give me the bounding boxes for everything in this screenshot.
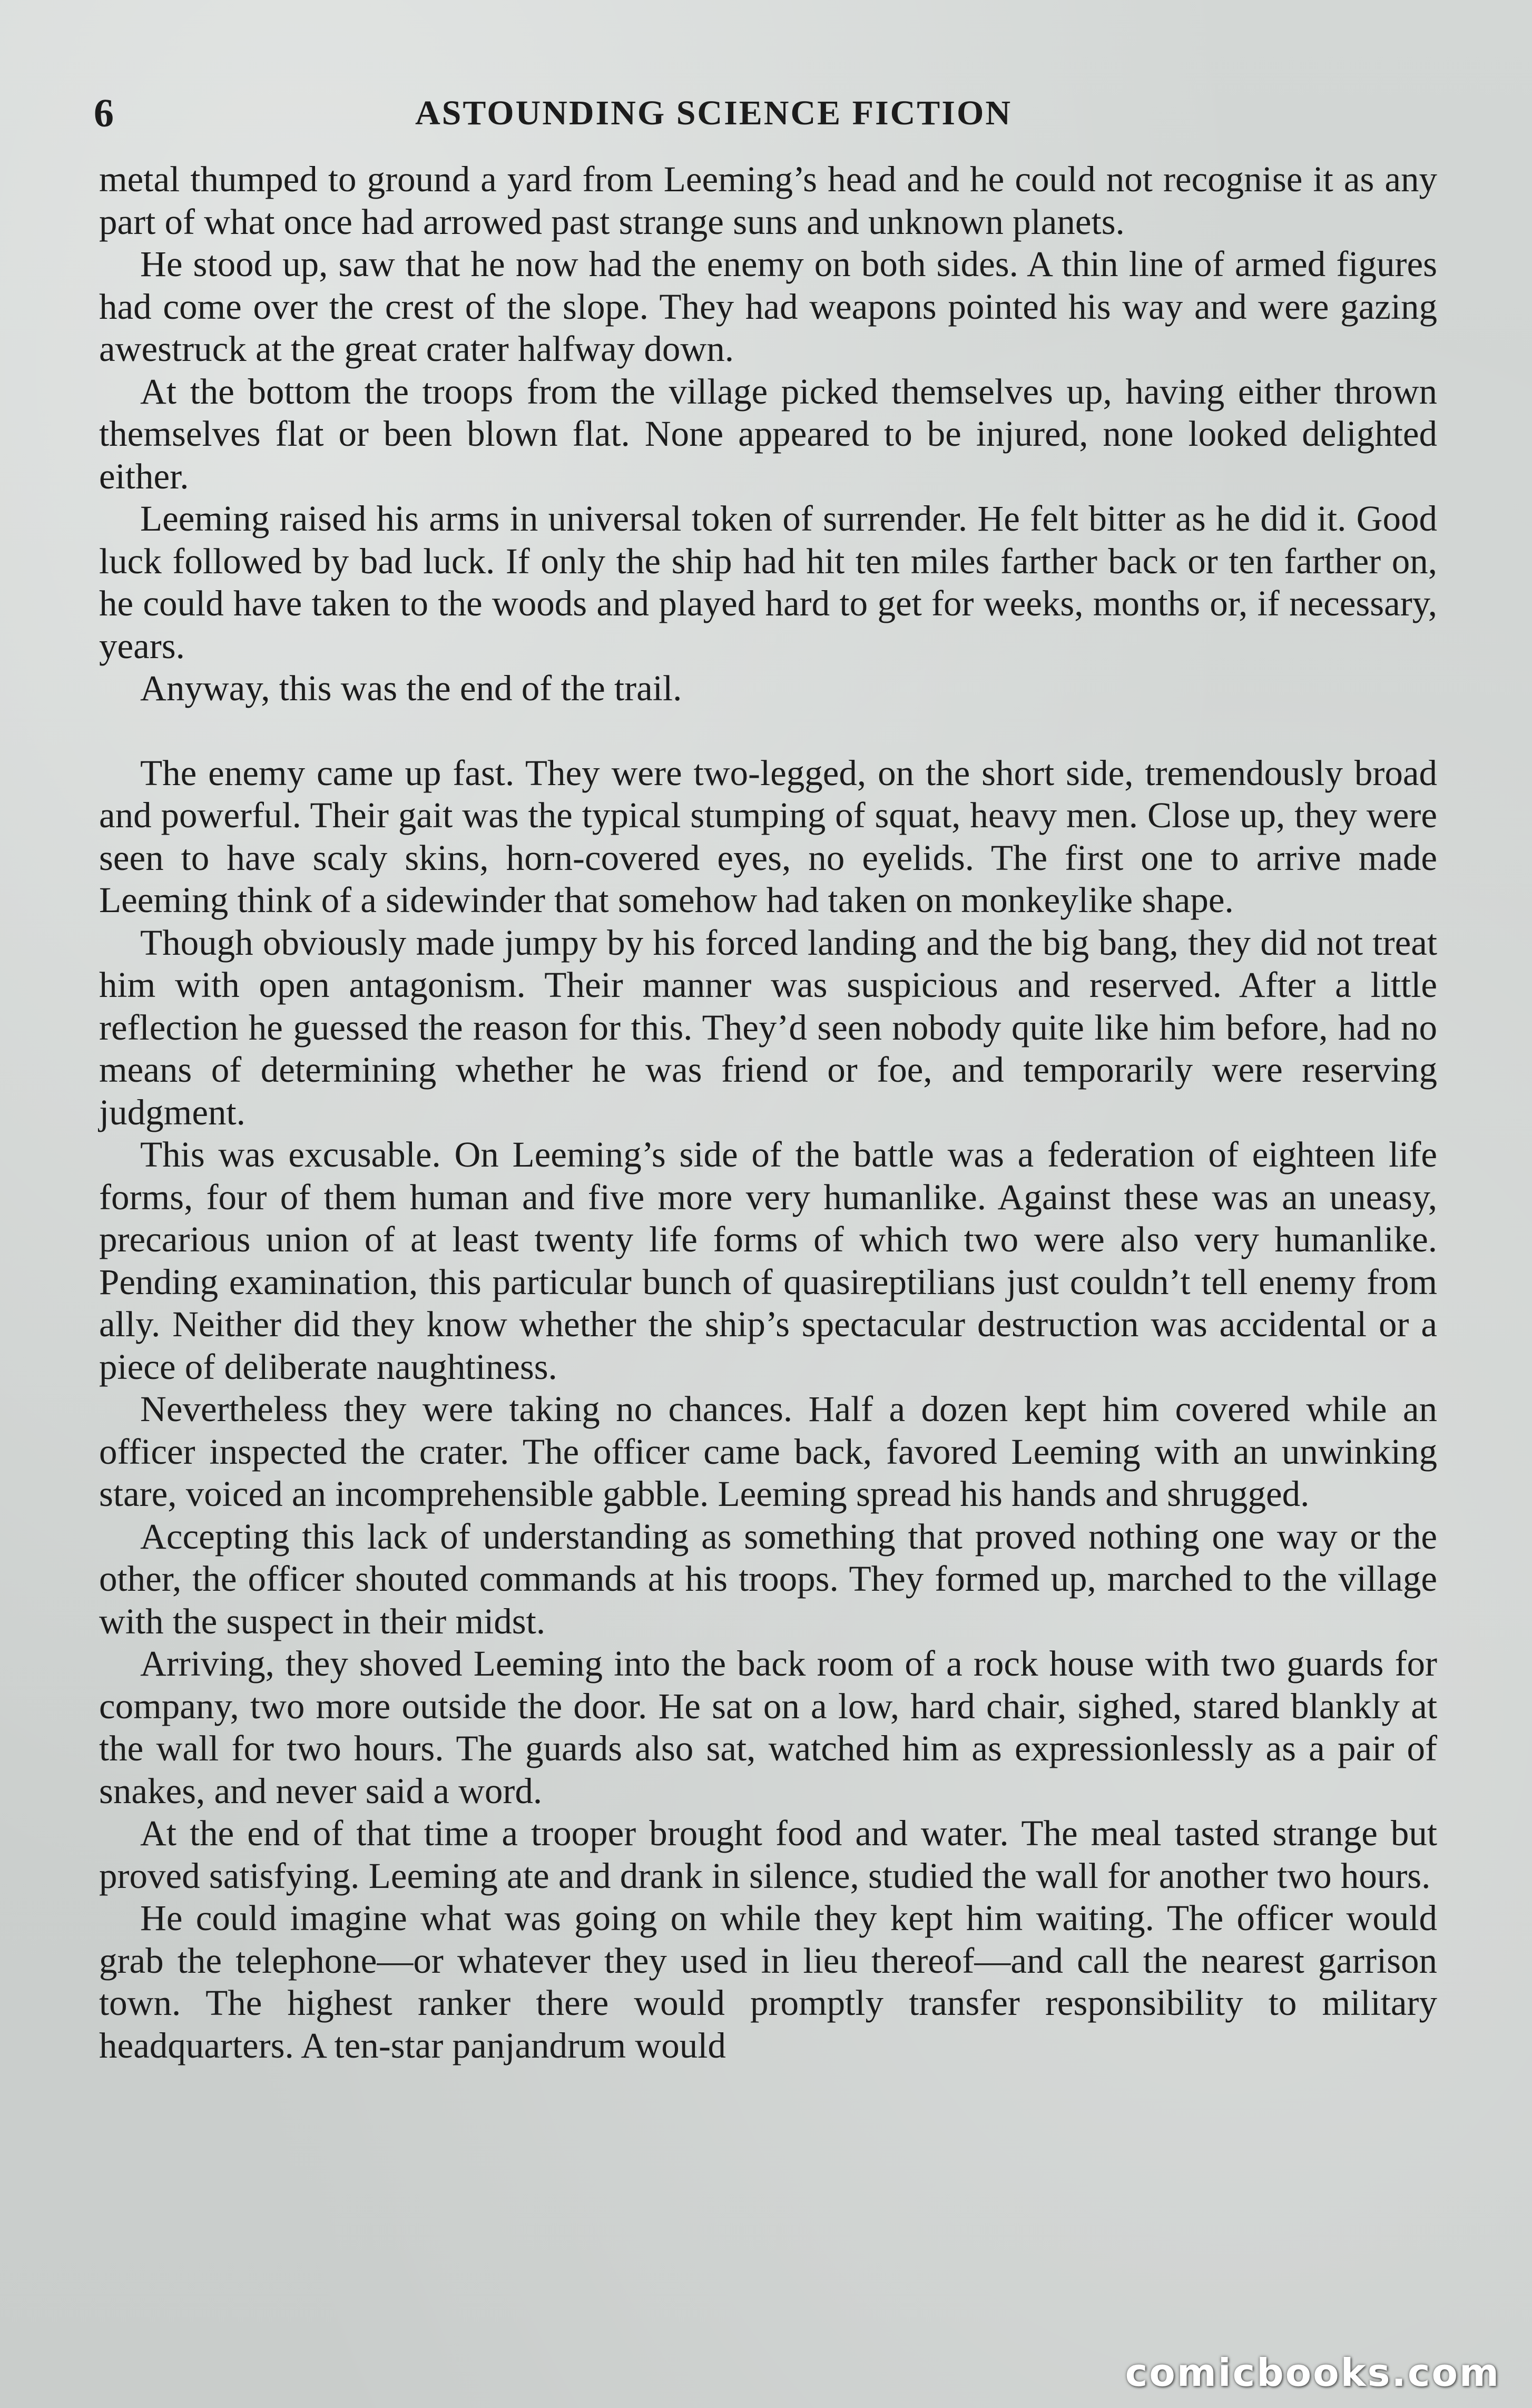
paragraph: He could imagine what was going on while they kept him waiting. The officer would grab the telephone—or whatever they used in lieu thereof—and call the nearest garrison town. The highest ranker there would promptly transfer responsibility to military headquarters. A ten-star panjandrum would bbox=[99, 1898, 1437, 2066]
paragraph: At the bottom the troops from the village picked themselves up, having either thrown themselves flat or been blown flat. None appeared to be injured, none looked delighted either. bbox=[99, 371, 1437, 496]
paragraph: This was excusable. On Leeming’s side of the battle was a federation of eighteen life forms, four of them human and five more very humanlike. Against these was an uneasy, precarious union of at least twenty life forms of which two were also very humanlike. Pending examination, this particular bunch of quasireptilians just couldn’t tell enemy from ally. Neither did they know whether the ship’s spectacular destruction was accidental or a piece of deliberate naughtiness. bbox=[99, 1134, 1437, 1387]
paragraph: He stood up, saw that he now had the enemy on both sides. A thin line of armed figures had come over the crest of the slope. They had weapons pointed his way and were gazing awestruck at the great crater halfway down. bbox=[99, 244, 1437, 369]
paragraph: At the end of that time a trooper brought food and water. The meal tasted strange but proved satisfying. Leeming ate and drank in silence, studied the wall for another two hours. bbox=[99, 1813, 1437, 1896]
paragraph: Accepting this lack of understanding as something that proved nothing one way or the other, the officer shouted commands at his troops. They formed up, marched to the village with the suspect in their midst. bbox=[99, 1516, 1437, 1641]
story-text bbox=[99, 158, 1437, 2067]
page-header bbox=[94, 87, 1442, 140]
paragraph: Leeming raised his arms in universal token of surrender. He felt bitter as he did it. Good luck followed by bad luck. If only the ship had hit ten miles farther back or ten farther on, he could have taken to the woods and played hard to get for weeks, months or, if necessary, years. bbox=[99, 498, 1437, 666]
paragraph: metal thumped to ground a yard from Leeming’s head and he could not recognise it as any part of what once had arrowed past strange suns and unknown planets. bbox=[99, 159, 1437, 242]
watermark-logo: comicbooks.com bbox=[1125, 2351, 1500, 2395]
paragraph: Though obviously made jumpy by his forced landing and the big bang, they did not treat him with open antagonism. Their manner was suspicious and reserved. After a little reflection he guessed the reason for this. They’d seen nobody quite like him before, had no means of determining whether he was friend or foe, and temporarily were reserving judgment. bbox=[99, 922, 1437, 1132]
page-number: 6 bbox=[94, 91, 114, 135]
paragraph: The enemy came up fast. They were two-legged, on the short side, tremendously broad and powerful. Their gait was the typical stumping of squat, heavy men. Close up, they were seen to have scaly skins, horn-covered eyes, no eyelids. The first one to arrive made Leeming think of a sidewinder that somehow had taken on monkeylike shape. bbox=[99, 752, 1437, 920]
paragraph: Nevertheless they were taking no chances. Half a dozen kept him covered while an officer inspected the crater. The officer came back, favored Leeming with an unwinking stare, voiced an incomprehensible gabble. Leeming spread his hands and shrugged. bbox=[99, 1389, 1437, 1514]
paragraph: Anyway, this was the end of the trail. bbox=[140, 668, 682, 708]
paragraph: Arriving, they shoved Leeming into the back room of a rock house with two guards for company, two more outside the door. He sat on a low, hard chair, sighed, stared blankly at the wall for two hours. The guards also sat, watched him as expressionlessly as a pair of snakes, and never said a word. bbox=[99, 1643, 1437, 1811]
running-head: ASTOUNDING SCIENCE FICTION bbox=[415, 94, 1013, 132]
